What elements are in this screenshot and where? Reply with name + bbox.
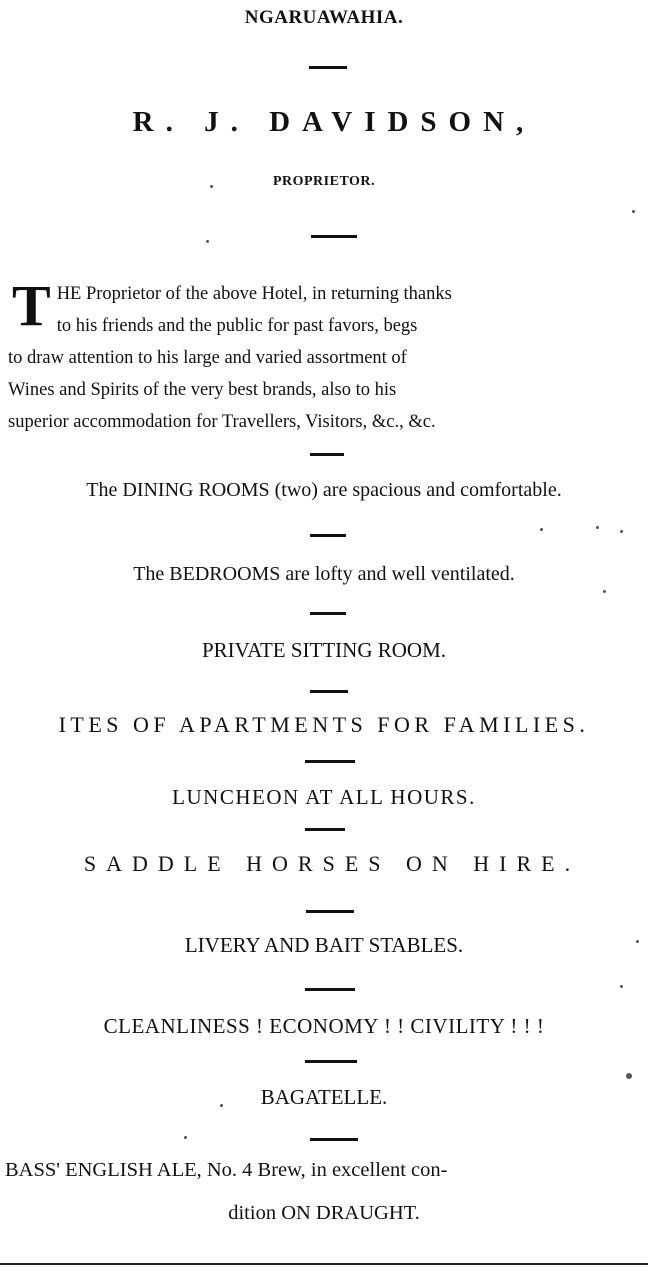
proprietor-role: PROPRIETOR.	[272, 174, 376, 189]
scan-speck	[540, 528, 543, 531]
divider-rule	[305, 1060, 357, 1063]
scan-speck	[632, 210, 635, 213]
bottom-border-rule	[0, 1263, 648, 1265]
notice-bedrooms: The BEDROOMS are lofty and well ventilated.	[133, 563, 515, 585]
scan-speck	[210, 185, 213, 188]
notice-saddle-horses: SADDLE HORSES ON HIRE.	[83, 851, 581, 876]
divider-rule	[305, 760, 355, 763]
notice-luncheon: LUNCHEON AT ALL HOURS.	[172, 785, 476, 809]
divider-rule	[310, 1138, 358, 1141]
intro-paragraph	[8, 273, 648, 438]
scan-speck	[603, 590, 606, 593]
scan-speck	[220, 1104, 223, 1107]
divider-rule	[305, 828, 345, 831]
divider-rule	[306, 910, 354, 913]
scan-speck	[636, 940, 639, 943]
divider-rule	[310, 453, 344, 456]
proprietor-name: R. J. DAVIDSON,	[132, 106, 536, 138]
notice-livery-stables: LIVERY AND BAIT STABLES.	[184, 933, 464, 957]
scan-speck	[596, 526, 599, 529]
notice-apartments: ITES OF APARTMENTS FOR FAMILIES.	[58, 712, 590, 737]
town-heading: NGARUAWAHIA.	[244, 7, 404, 28]
divider-rule	[311, 235, 357, 238]
notice-dining-rooms: The DINING ROOMS (two) are spacious and comfortable.	[86, 479, 562, 501]
intro-line: to draw attention to his large and varied assortment of	[8, 348, 407, 368]
scan-speck	[206, 240, 209, 243]
intro-line: Wines and Spirits of the very best brands, also to his	[8, 380, 397, 400]
divider-rule	[310, 690, 348, 693]
intro-line: to his friends and the public for past favors, begs	[56, 316, 418, 336]
divider-rule	[310, 612, 346, 615]
notice-sitting-room: PRIVATE SITTING ROOM.	[201, 638, 447, 662]
drop-cap: T	[12, 273, 51, 338]
scan-speck	[620, 985, 623, 988]
divider-rule	[310, 534, 346, 537]
divider-rule	[305, 988, 355, 991]
scan-speck	[626, 1073, 632, 1079]
scan-speck	[184, 1136, 187, 1139]
intro-line: HE Proprietor of the above Hotel, in returning thanks	[56, 284, 452, 304]
notice-bass-ale: BASS' ENGLISH ALE, No. 4 Brew, in excellent con-	[5, 1159, 448, 1181]
scan-speck	[620, 530, 623, 533]
notice-bagatelle: BAGATELLE.	[260, 1085, 388, 1109]
divider-rule	[309, 66, 347, 69]
intro-line: superior accommodation for Travellers, Visitors, &c., &c.	[8, 412, 436, 432]
notice-motto: CLEANLINESS ! ECONOMY ! ! CIVILITY ! ! !	[103, 1014, 545, 1038]
notice-draught: dition ON DRAUGHT.	[228, 1202, 420, 1224]
